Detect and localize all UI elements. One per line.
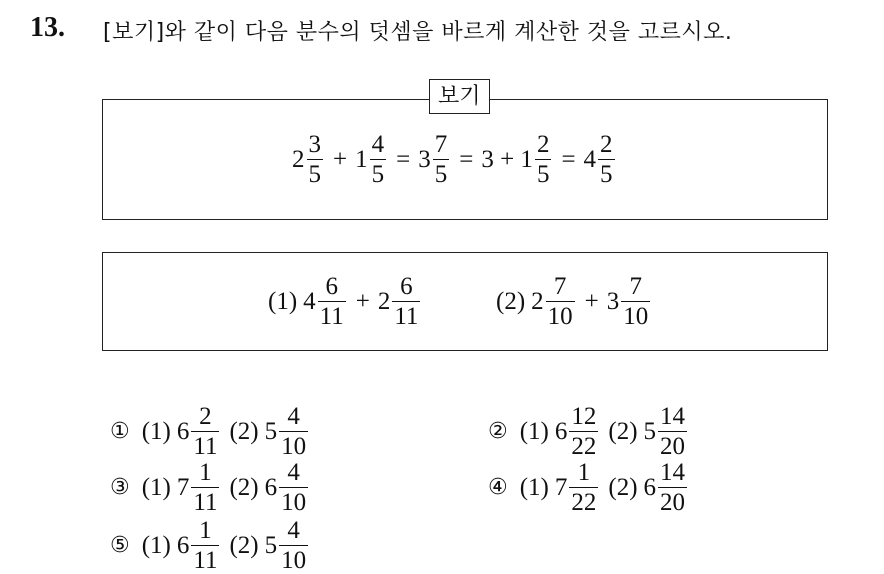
term-3-numerator: 7 bbox=[434, 131, 448, 158]
part-1-fraction bbox=[191, 518, 219, 573]
part-1-fraction bbox=[569, 460, 598, 515]
part-2-whole: 5 bbox=[643, 417, 657, 445]
problem-2 bbox=[496, 274, 652, 329]
term-4-denominator: 5 bbox=[536, 161, 550, 188]
part-2-numerator: 14 bbox=[660, 459, 686, 486]
term-1-denominator: 5 bbox=[308, 161, 321, 188]
addend-a-fraction bbox=[546, 274, 575, 329]
part-1-denominator: 11 bbox=[193, 547, 218, 574]
term-2-fraction bbox=[370, 132, 387, 187]
addend-a-numerator: 6 bbox=[325, 273, 338, 300]
example-expression bbox=[292, 132, 617, 187]
choice-marker: ④ bbox=[488, 475, 508, 500]
problem-tag: (1) bbox=[268, 287, 298, 315]
part-2-denominator: 20 bbox=[660, 433, 686, 460]
part-1-numerator: 1 bbox=[577, 459, 591, 486]
plus-sign: + bbox=[333, 145, 348, 173]
part-1-numerator: 12 bbox=[571, 403, 597, 430]
part-2-denominator: 10 bbox=[281, 547, 307, 574]
part-1-fraction bbox=[569, 404, 598, 459]
term-4-text: 3 + 1 bbox=[481, 145, 533, 173]
part-1-label: (1) bbox=[519, 473, 549, 501]
term-5-numerator: 2 bbox=[600, 131, 613, 158]
part-1-denominator: 11 bbox=[193, 489, 218, 516]
answer-choice-2[interactable] bbox=[488, 404, 689, 459]
answer-choice-5[interactable] bbox=[110, 518, 310, 573]
addend-b-denominator: 11 bbox=[394, 303, 419, 330]
part-2-label: (2) bbox=[608, 417, 638, 445]
part-1-fraction bbox=[191, 404, 219, 459]
part-2-denominator: 10 bbox=[281, 433, 307, 460]
part-2-fraction bbox=[279, 404, 308, 459]
part-2-whole: 6 bbox=[643, 473, 657, 501]
problem-1 bbox=[268, 274, 422, 329]
part-2-whole: 5 bbox=[264, 417, 278, 445]
addend-a-denominator: 10 bbox=[547, 303, 573, 330]
part-1-whole: 6 bbox=[176, 417, 190, 445]
part-2-numerator: 4 bbox=[287, 517, 300, 544]
answer-choice-4[interactable] bbox=[488, 460, 689, 515]
part-2-fraction bbox=[658, 404, 687, 459]
addend-b-fraction bbox=[621, 274, 650, 329]
part-2-numerator: 4 bbox=[287, 459, 300, 486]
addend-a-whole: 4 bbox=[303, 287, 316, 315]
part-1-whole: 7 bbox=[554, 473, 568, 501]
part-2-numerator: 14 bbox=[660, 403, 686, 430]
term-3-whole: 3 bbox=[418, 145, 431, 173]
part-1-fraction bbox=[191, 460, 219, 515]
problem-box bbox=[102, 252, 828, 351]
term-4-numerator: 2 bbox=[536, 131, 550, 158]
term-5-fraction bbox=[598, 132, 615, 187]
part-1-numerator: 1 bbox=[199, 517, 212, 544]
term-1-numerator: 3 bbox=[308, 131, 321, 158]
term-5-denominator: 5 bbox=[600, 161, 613, 188]
part-1-label: (1) bbox=[519, 417, 549, 445]
problem-tag: (2) bbox=[496, 287, 526, 315]
choice-marker: ① bbox=[110, 419, 130, 444]
part-2-fraction bbox=[279, 518, 308, 573]
choice-marker: ② bbox=[488, 419, 508, 444]
answer-choice-3[interactable] bbox=[110, 460, 310, 515]
part-1-whole: 6 bbox=[554, 417, 568, 445]
part-2-label: (2) bbox=[229, 473, 259, 501]
part-2-fraction bbox=[279, 460, 308, 515]
part-1-whole: 7 bbox=[176, 473, 190, 501]
addend-b-denominator: 10 bbox=[623, 303, 649, 330]
choice-marker: ③ bbox=[110, 475, 130, 500]
term-2-denominator: 5 bbox=[371, 161, 385, 188]
part-2-label: (2) bbox=[229, 417, 259, 445]
part-1-numerator: 2 bbox=[199, 403, 212, 430]
part-2-numerator: 4 bbox=[287, 403, 300, 430]
addend-b-numerator: 7 bbox=[629, 273, 643, 300]
addend-b-fraction bbox=[392, 274, 420, 329]
addend-b-numerator: 6 bbox=[400, 273, 413, 300]
part-1-label: (1) bbox=[141, 531, 171, 559]
part-2-whole: 6 bbox=[264, 473, 278, 501]
plus-sign: + bbox=[584, 287, 599, 315]
term-2-whole: 1 bbox=[355, 145, 368, 173]
addend-a-fraction bbox=[318, 274, 346, 329]
term-3-denominator: 5 bbox=[434, 161, 448, 188]
addend-b-whole: 2 bbox=[377, 287, 391, 315]
addend-a-denominator: 11 bbox=[319, 303, 344, 330]
term-2-numerator: 4 bbox=[371, 131, 385, 158]
part-2-fraction bbox=[658, 460, 687, 515]
part-2-denominator: 10 bbox=[281, 489, 307, 516]
example-label: 보기 bbox=[429, 79, 490, 114]
equals-sign: = bbox=[459, 145, 474, 173]
addend-a-whole: 2 bbox=[531, 287, 544, 315]
part-1-denominator: 22 bbox=[571, 489, 597, 516]
term-4-fraction bbox=[535, 132, 552, 187]
part-1-label: (1) bbox=[141, 473, 171, 501]
addend-a-numerator: 7 bbox=[553, 273, 567, 300]
question-text: [보기]와 같이 다음 분수의 덧셈을 바르게 계산한 것을 고르시오. bbox=[103, 20, 733, 45]
plus-sign: + bbox=[355, 287, 370, 315]
part-1-denominator: 22 bbox=[571, 433, 597, 460]
choice-marker: ⑤ bbox=[110, 533, 130, 558]
term-1-fraction bbox=[307, 132, 324, 187]
part-1-numerator: 1 bbox=[199, 459, 212, 486]
question-number: 13. bbox=[30, 12, 65, 43]
part-2-denominator: 20 bbox=[660, 489, 686, 516]
term-5-whole: 4 bbox=[583, 145, 597, 173]
equals-sign: = bbox=[396, 145, 411, 173]
part-1-label: (1) bbox=[141, 417, 171, 445]
part-1-denominator: 11 bbox=[193, 433, 218, 460]
part-2-label: (2) bbox=[229, 531, 259, 559]
part-1-whole: 6 bbox=[176, 531, 190, 559]
term-3-fraction bbox=[433, 132, 450, 187]
answer-choice-1[interactable] bbox=[110, 404, 310, 459]
part-2-whole: 5 bbox=[264, 531, 278, 559]
term-1-whole: 2 bbox=[292, 145, 305, 173]
part-2-label: (2) bbox=[608, 473, 638, 501]
equals-sign: = bbox=[561, 145, 576, 173]
addend-b-whole: 3 bbox=[606, 287, 620, 315]
